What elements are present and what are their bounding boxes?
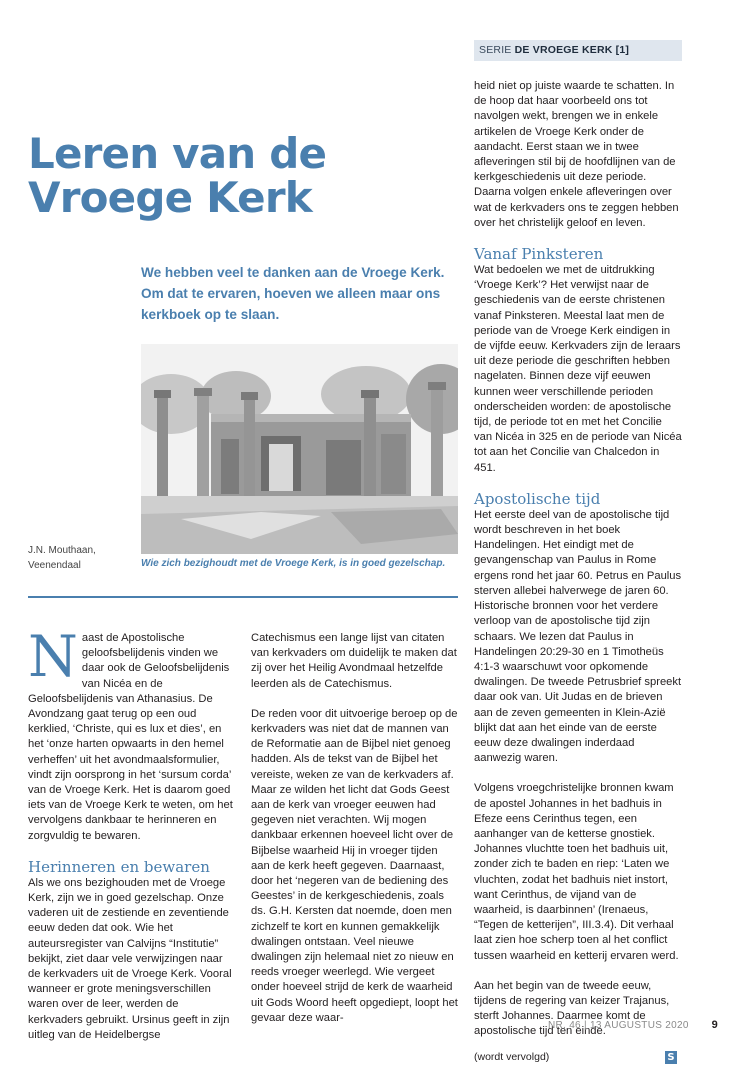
series-prefix: SERIE: [479, 44, 512, 56]
paragraph-2: Als we ons bezighouden met de Vroege Kerk, zijn we in goed gezelschap. Onze vaderen uit de zestiende en zeventiende eeuw deden dat ook. Wie het auteursregister van Calvijns “Institutie” bekijkt, ziet daar vele verwijzingen naar de kerkvaders uit de Vroege Kerk. Vooral wanneer er grote meningsverschillen waren over de leer, werden de kerkvaders gebruikt. Ursinus geeft in zijn uitleg van de Heidelbergse: [28, 876, 232, 1041]
paragraph-6: Volgens vroegchristelijke bronnen kwam de apostel Johannes in het badhuis in Efeze eens Cerinthus tegen, een aanhanger van de ketterse gnostiek. Johannes vluchtte toen het badhuis uit, zonder zich te baden en riep: ‘Laten we vluchten, zodat het badhuis niet instort, want Cerinthus, de vijand van de waarheid, is daarbinnen’ (Irenaeus, “Tegen de ketterijen”, III.3.4). Dit verhaal laat zien hoe scherp toen al het conflict tussen waarheid en ketterij ervaren werd.: [474, 782, 679, 962]
ruins-photo: [141, 344, 458, 554]
article-column-3: [474, 79, 682, 1065]
paragraph-opening-text: aast de Apostolische geloofsbelijdenis vinden we daar ook de Geloofsbelijdenis van Nicéa en de Geloofsbelijdenis van Athanasius. De Avondzang gaat terug op een oud kerklied, ‘Christe, qui es lux et dies’, en het ‘onze harten opwaarts in den hemel verheffen’ uit het avondmaalsformulier, vindt zijn oorsprong in het ‘sursum corda’ van de Vroege Kerk. Het is daarom goed iets van de Vroege Kerk te weten, om het vervolgens dankbaar te herinneren en zorgvuldig te bewaren.: [28, 632, 233, 842]
author-place: Veenendaal: [28, 560, 81, 571]
paragraph-3: De reden voor dit uitvoerige beroep op de kerkvaders was niet dat de mannen van de Reformatie aan de Bijbel niet genoeg hadden. Als de tekst van de Bijbel het vereiste, weken ze van de kerkvaders af. Maar ze wilden het licht dat Gods Geest aan de kerk van vroeger eeuwen had gegeven niet verachten. Wij mogen dankbaar erkennen hoeveel licht over de Bijbelse waarheid Hij in vroeger tijden aan de kerk heeft gegeven. Daarnaast, door het ‘negeren van de bediening des Geestes’ in de kerkgeschiedenis, zoals ds. G.H. Kersten dat noemde, doen men zichzelf te kort en kunnen gemakkelijk dwalingen ontstaan. Veel nieuwe dwalingen zijn helemaal niet zo nieuw en reeds vroeger weerlegd. Wie vergeet onder hoeveel strijd de kerk de waarheid uit Gods Woord heeft opgediept, loopt het gevaar deze waar-: [251, 707, 458, 1024]
subheading-pinksteren: Vanaf Pinksteren: [474, 245, 604, 264]
paragraph-7: Aan het begin van de tweede eeuw, tijdens de regering van keizer Trajanus, sterft Johannes. Daarmee komt de apostolische tijd ten einde.: [474, 979, 670, 1038]
page-footer: [548, 1020, 718, 1031]
series-label: [474, 40, 682, 61]
paragraph-3-continued: heid niet op juiste waarde te schatten. In de hoop dat haar voorbeeld ons tot navolgen wekt, brengen we in enkele artikelen de Vroege Kerk onder de aandacht. Eerst staan we in twee afleveringen stil bij de hoofdlijnen van de kerkgeschiedenis uit deze periode. Daarna volgen enkele afleveringen over wat de kerkvaders ons te zeggen hebben over het christelijk geloof en leven.: [474, 80, 679, 229]
paragraph-4: Wat bedoelen we met de uitdrukking ‘Vroege Kerk’? Het verwijst naar de geschiedenis van de eerste christenen vanaf Pinksteren. Meestal laat men de periode van de Vroege Kerk eindigen in de vijfde eeuw. Kerkvaders zijn de leraars uit deze periode die geschriften hebben nagelaten. Binnen deze vijf eeuwen kunnen weer verschillende perioden onderscheiden worden: de apostolische tijd, de periode tot en met het Concilie van Nicéa in 325 en de periode van Nicéa tot aan het Concilie van Chalcedon in 451.: [474, 264, 682, 474]
continued-row: [474, 1050, 682, 1065]
author-name: J.N. Mouthaan,: [28, 545, 96, 556]
article-column-1: [28, 624, 235, 1043]
to-be-continued: (wordt vervolgd): [474, 1050, 550, 1063]
paragraph-2-continued: Catechismus een lange lijst van citaten van kerkvaders om duidelijk te maken dat zij over het Heilig Avondmaal hetzelfde leerden als de Catechismus.: [251, 632, 457, 690]
page-number: 9: [711, 1019, 718, 1031]
article-intro: We hebben veel te danken aan de Vroege Kerk. Om dat te ervaren, hoeven we alleen maar ons kerkboek op te slaan.: [141, 265, 445, 322]
subheading-apostolische-tijd: Apostolische tijd: [474, 489, 601, 508]
paragraph-opening: [28, 624, 235, 844]
end-mark-icon: S: [665, 1051, 677, 1064]
drop-cap: N: [28, 624, 78, 690]
author-credit: [28, 543, 138, 573]
series-name: DE VROEGE KERK [1]: [514, 44, 630, 56]
issue-info: NR. 46 | 13 AUGUSTUS 2020: [548, 1020, 689, 1031]
subheading-herinneren: Herinneren en bewaren: [28, 857, 210, 876]
article-column-2: [251, 631, 459, 1026]
paragraph-5: Het eerste deel van de apostolische tijd wordt beschreven in het boek Handelingen. Het eindigt met de gevangenschap van Paulus in Rome ergens rond het jaar 60. Petrus en Paulus sterven allebei halverwege de jaren 60. Historische bronnen voor het verdere verloop van de apostolische tijd zijn schaars. We lezen dat Paulus in Handelingen 20:29-30 en 1 Timotheüs 4:1-3 waarschuwt voor opkomende dwalingen. De tweede Petrusbrief spreekt daar ook van. Uit Judas en de brieven aan de zeven gemeenten in Klein-Azië blijkt dat aan het einde van de eerste eeuw deze dwalingen inderdaad aanwezig waren.: [474, 508, 682, 765]
article-title: Leren van de Vroege Kerk: [28, 129, 327, 222]
photo-caption: Wie zich bezighoudt met de Vroege Kerk, is in goed gezelschap.: [141, 558, 446, 569]
divider-rule: [28, 596, 458, 598]
